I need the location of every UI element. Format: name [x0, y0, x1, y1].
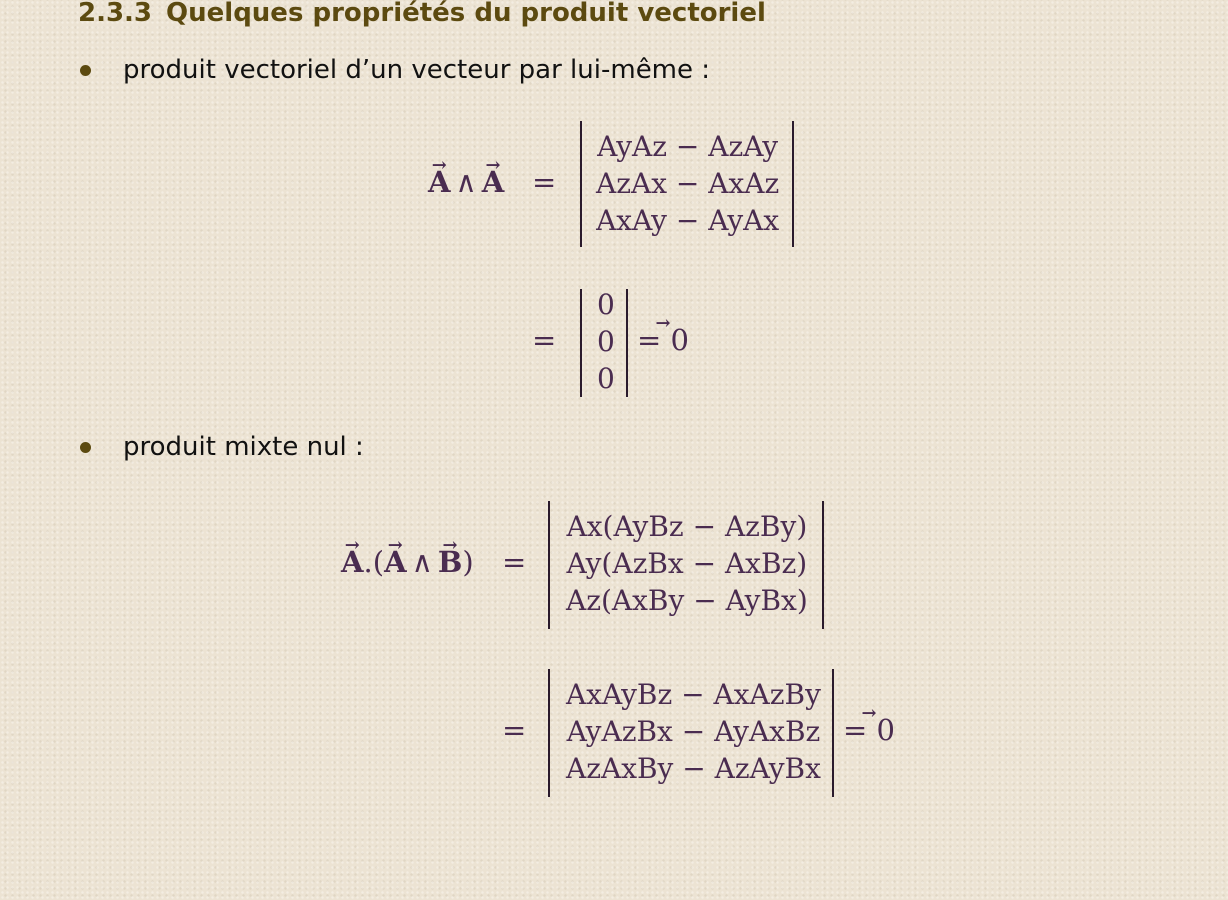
left-determinant-bar: [548, 669, 550, 797]
determinant-row: AyAzBx − AyAxBz: [566, 715, 821, 748]
determinant-row: Ay(AzBx − AxBz): [566, 547, 808, 580]
determinant-row: 0: [597, 362, 615, 395]
vector-a: A →: [341, 548, 364, 577]
determinant-row: AxAy − AyAx: [596, 204, 780, 237]
equation-lhs: [341, 545, 474, 579]
determinant-row: AzAxBy − AzAyBx: [566, 752, 821, 785]
bullet-icon: [80, 442, 91, 453]
bullet-item-1: [80, 55, 710, 85]
section-heading: [78, 0, 766, 28]
right-determinant-bar: [792, 121, 794, 247]
determinant-row: 0: [597, 325, 615, 358]
bullet-text-1: produit vectoriel d’un vecteur par lui-même :: [123, 55, 711, 85]
close-paren: ): [462, 545, 474, 579]
vector-a: A →: [384, 548, 407, 577]
bullet-text-2: produit mixte nul :: [123, 432, 364, 462]
dot-paren: .(: [363, 545, 385, 579]
equals-sign: =: [502, 713, 527, 747]
determinant-row: AyAz − AzAy: [597, 130, 779, 163]
section-number: 2.3.3: [78, 0, 153, 28]
left-determinant-bar: [580, 121, 582, 247]
right-determinant-bar: [626, 289, 628, 397]
section-title: Quelques propriétés du produit vectoriel: [166, 0, 766, 28]
wedge-operator: ∧: [455, 165, 477, 199]
determinant-rows: [597, 286, 615, 397]
left-determinant-bar: [580, 289, 582, 397]
determinant-row: AxAyBz − AxAzBy: [566, 678, 821, 711]
zero-vector: = 0 →: [843, 716, 895, 745]
zero-vector-result: [637, 323, 689, 357]
determinant-row: Ax(AyBz − AzBy): [566, 510, 808, 543]
right-determinant-bar: [832, 669, 834, 797]
left-determinant-bar: [548, 501, 550, 629]
determinant-row: 0: [597, 288, 615, 321]
vector-b: B →: [438, 548, 463, 577]
equation-lhs: [428, 165, 505, 199]
right-determinant-bar: [822, 501, 824, 629]
determinant-row: AzAx − AxAz: [596, 167, 780, 200]
equals-sign: =: [532, 165, 557, 199]
equals-sign: =: [532, 323, 557, 357]
determinant-rows: [596, 128, 779, 239]
determinant-rows: [566, 508, 808, 619]
vector-a: A →: [482, 168, 505, 197]
zero-vector: = 0 →: [637, 326, 689, 355]
determinant-row: Az(AxBy − AyBx): [566, 584, 808, 617]
vector-a: A →: [428, 168, 451, 197]
determinant-rows: [566, 676, 821, 787]
equals-sign: =: [502, 545, 527, 579]
bullet-icon: [80, 65, 91, 76]
bullet-item-2: [80, 432, 364, 462]
wedge-operator: ∧: [411, 545, 433, 579]
zero-vector-result: [843, 713, 895, 747]
